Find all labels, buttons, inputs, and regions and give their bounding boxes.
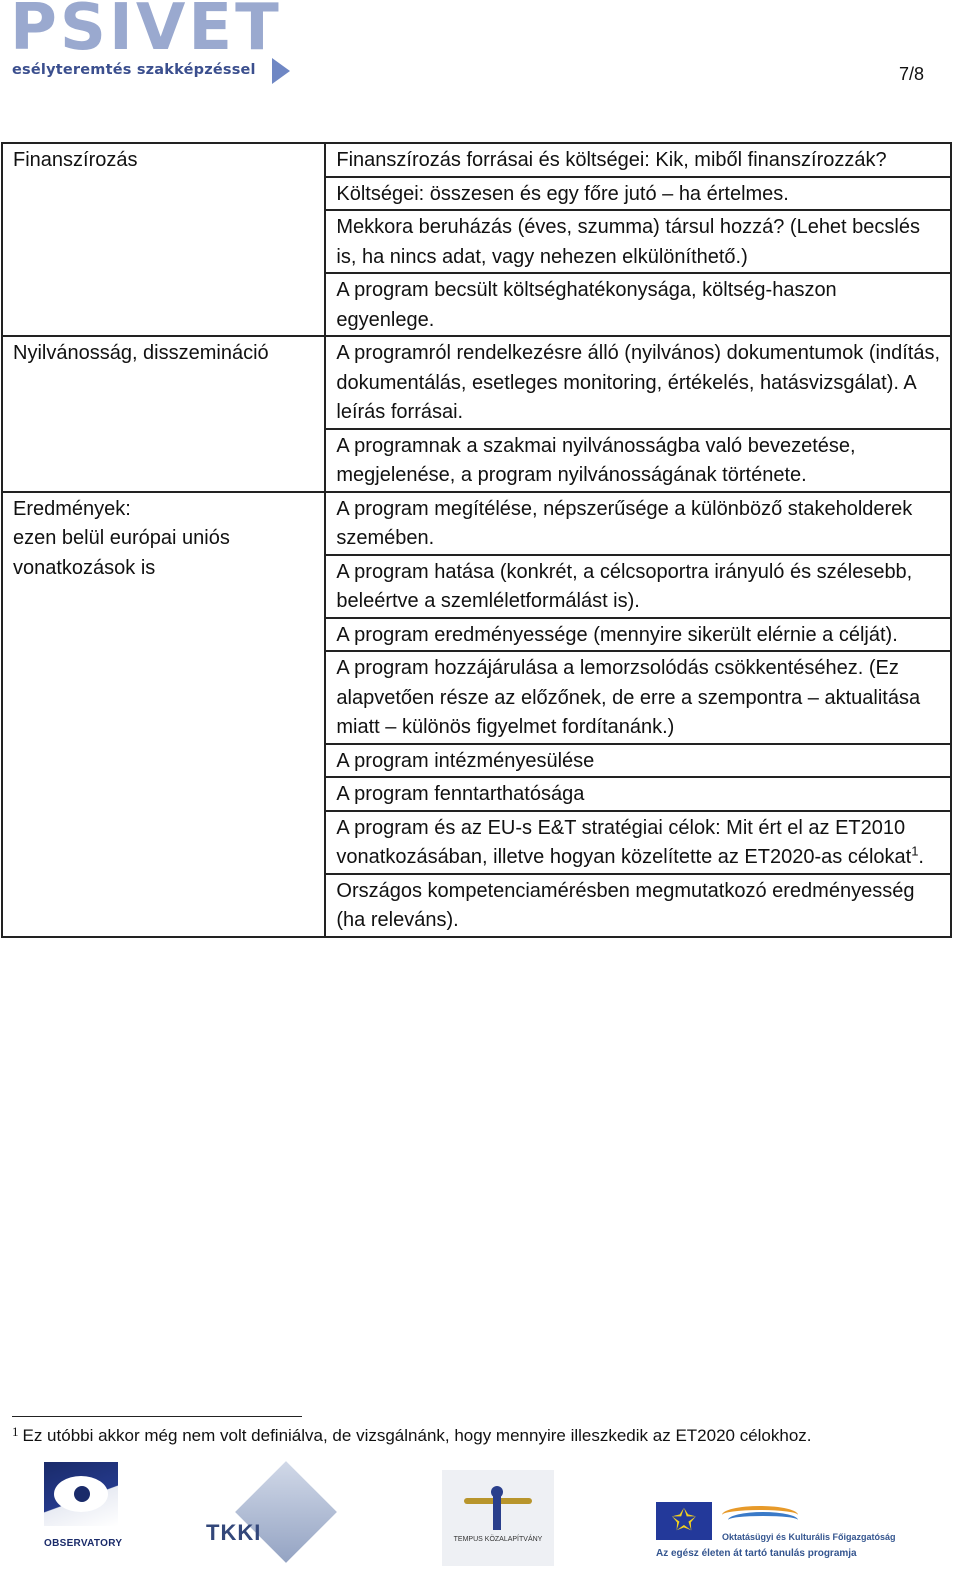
table-cell: A program megítélése, népszerűsége a különböző stakeholderek szemében.: [325, 492, 951, 555]
observatory-label: OBSERVATORY: [44, 1538, 123, 1549]
table-cell: Országos kompetenciamérésben megmutatkozó eredményesség (ha releváns).: [325, 874, 951, 937]
group-label: Finanszírozás: [13, 149, 138, 171]
table-cell: A program eredményessége (mennyire sikerült elérnie a célját).: [325, 618, 951, 652]
cell-text-tail: .: [918, 846, 924, 868]
group-label: Eredmények: ezen belül európai uniós vonatkozások is: [13, 497, 230, 579]
table-cell: Költségei: összesen és egy főre jutó – ha értelmes.: [325, 177, 951, 211]
logo-arrow-icon: [272, 58, 290, 84]
tkki-label: TKKI: [206, 1520, 262, 1545]
footnote-reference[interactable]: 1: [911, 843, 919, 859]
eu-flag-icon: ✩: [656, 1502, 712, 1540]
footnote-text: Ez utóbbi akkor még nem volt definiálva, de vizsgálnánk, hogy mennyire illeszkedik az ET2020 célokhoz.: [22, 1426, 812, 1445]
group-label: Nyilvánosság, disszemináció: [13, 342, 269, 364]
tkki-diamond-icon: [235, 1461, 337, 1563]
footnote-divider: [12, 1416, 302, 1417]
observatory-logo: [44, 1462, 122, 1557]
footnote-mark: 1: [12, 1424, 19, 1439]
observatory-eye-icon: [44, 1462, 118, 1526]
table-row: [2, 143, 951, 177]
page-number: 7/8: [898, 64, 924, 84]
table-cell: A program hatása (konkrét, a célcsoportra irányuló és szélesebb, beleértve a szemléletformálást is).: [325, 555, 951, 618]
psivet-logo: [10, 2, 282, 84]
table-cell: A programnak a szakmai nyilvánosságba való bevezetése, megjelenése, a program nyilvánosságának története.: [325, 429, 951, 492]
row-header-financing: [2, 143, 325, 336]
table-cell: A program fenntarthatósága: [325, 777, 951, 811]
row-header-publicity: [2, 336, 325, 492]
cell-text: A program és az EU-s E&T stratégiai célok: Mit ért el az ET2010 vonatkozásában, illetve hogyan közelítette az ET2020-as célokat: [336, 816, 912, 868]
table-cell: A program hozzájárulása a lemorzsolódás csökkentéséhez. (Ez alapvetően része az előzőnek, de erre a szempontra – aktualitása miatt – különös figyelmet fordítanánk.): [325, 651, 951, 744]
tkki-logo: [206, 1466, 340, 1564]
table-cell: [325, 811, 951, 874]
logo-wordmark: PSIVET: [10, 0, 282, 65]
table-cell: A program intézményesülése: [325, 744, 951, 778]
table-cell: Finanszírozás forrásai és költségei: Kik, miből finanszírozzák?: [325, 143, 951, 177]
tempus-label: TEMPUS KÖZALAPÍTVÁNY: [453, 1536, 543, 1543]
footnote: [12, 1426, 812, 1446]
evaluation-criteria-table: [1, 142, 952, 938]
logo-tagline: esélyteremtés szakképzéssel: [12, 62, 256, 78]
eu-agency-label: Oktatásügyi és Kulturális Főigazgatóság: [722, 1532, 896, 1542]
table-row: [2, 492, 951, 555]
eu-lifelong-learning-logo: [656, 1500, 896, 1564]
table-row: [2, 336, 951, 429]
table-cell: A program becsült költséghatékonysága, költség-haszon egyenlege.: [325, 273, 951, 336]
eu-programme-label: Az egész életen át tartó tanulás programja: [656, 1548, 857, 1559]
table-cell: Mekkora beruházás (éves, szumma) társul hozzá? (Lehet becslés is, ha nincs adat, vagy nehezen elkülöníthető.): [325, 210, 951, 273]
table-cell: A programról rendelkezésre álló (nyilvános) dokumentumok (indítás, dokumentálás, esetleges monitoring, értékelés, hatásvizsgálat). A leírás forrásai.: [325, 336, 951, 429]
tempus-logo: [442, 1470, 554, 1566]
row-header-results: [2, 492, 325, 937]
